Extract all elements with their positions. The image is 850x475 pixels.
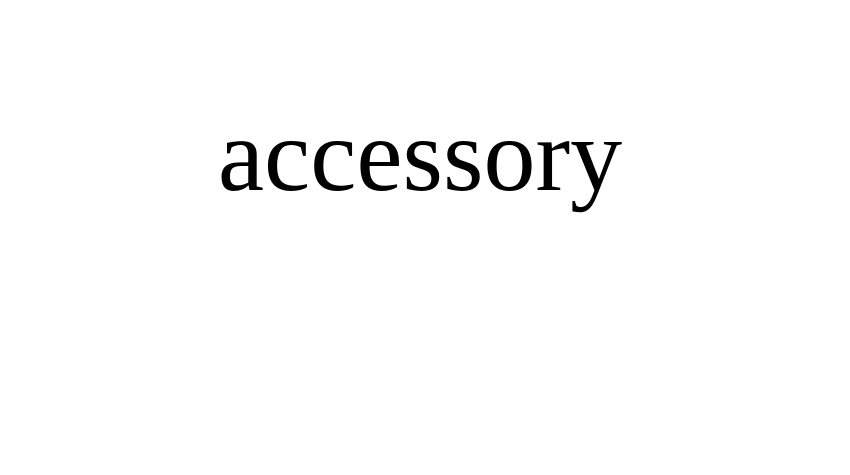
word-text: accessory (217, 98, 623, 213)
